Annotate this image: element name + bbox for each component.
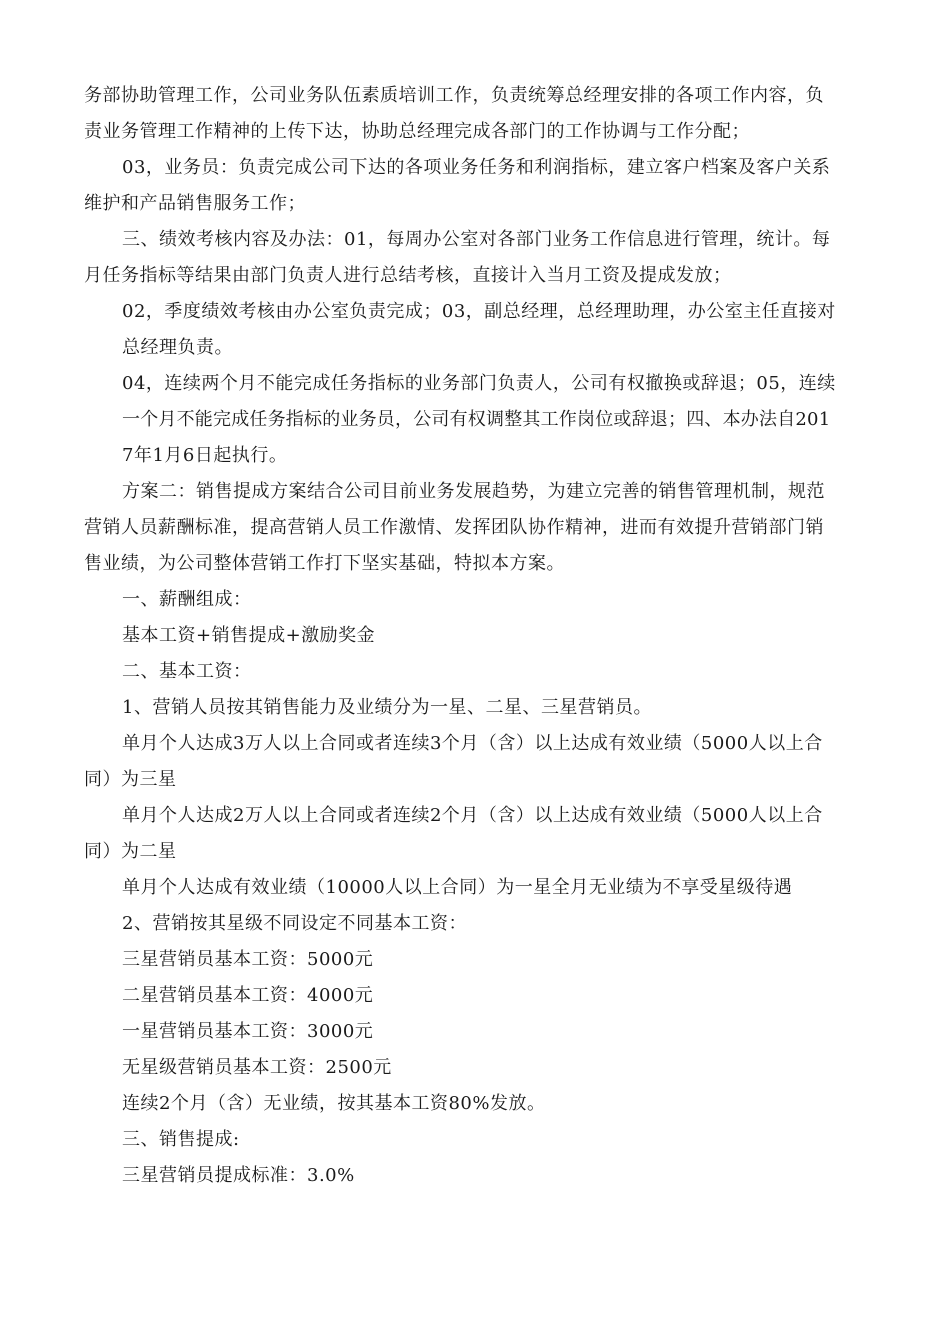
paragraph-line: 04，连续两个月不能完成任务指标的业务部门负责人，公司有权撤换或辞退；05，连续 <box>122 373 836 394</box>
paragraph-line: 营销人员薪酬标准，提高营销人员工作激情、发挥团队协作精神，进而有效提升营销部门销 <box>84 517 824 538</box>
paragraph-line: 同）为二星 <box>84 841 177 862</box>
section-heading: 三、销售提成: <box>122 1129 240 1150</box>
paragraph-line: 基本工资+销售提成+激励奖金 <box>122 625 376 646</box>
paragraph-line: 连续2个月（含）无业绩，按其基本工资80%发放。 <box>122 1093 546 1114</box>
paragraph-line: 售业绩，为公司整体营销工作打下坚实基础，特拟本方案。 <box>84 553 565 574</box>
paragraph-line: 一个月不能完成任务指标的业务员，公司有权调整其工作岗位或辞退；四、本办法自201 <box>122 409 831 430</box>
paragraph-line: 维护和产品销售服务工作； <box>84 193 306 214</box>
paragraph-line: 2、营销按其星级不同设定不同基本工资： <box>122 913 467 934</box>
paragraph-line: 02，季度绩效考核由办公室负责完成；03，副总经理，总经理助理，办公室主任直接对 <box>122 301 836 322</box>
paragraph-line: 三星营销员提成标准：3.0% <box>122 1165 355 1186</box>
paragraph-line: 同）为三星 <box>84 769 177 790</box>
paragraph-line: 03，业务员：负责完成公司下达的各项业务任务和利润指标，建立客户档案及客户关系 <box>122 157 831 178</box>
paragraph-line: 总经理负责。 <box>122 337 233 358</box>
salary-line: 二星营销员基本工资：4000元 <box>122 985 374 1006</box>
paragraph-line: 单月个人达成有效业绩（10000人以上合同）为一星全月无业绩为不享受星级待遇 <box>122 877 793 898</box>
paragraph-line: 方案二：销售提成方案结合公司目前业务发展趋势，为建立完善的销售管理机制，规范 <box>122 481 825 502</box>
paragraph-line: 7年1月6日起执行。 <box>122 445 288 466</box>
paragraph-line: 1、营销人员按其销售能力及业绩分为一星、二星、三星营销员。 <box>122 697 652 718</box>
paragraph-line: 月任务指标等结果由部门负责人进行总结考核，直接计入当月工资及提成发放； <box>84 265 732 286</box>
section-heading: 一、薪酬组成： <box>122 589 252 610</box>
salary-line: 一星营销员基本工资：3000元 <box>122 1021 374 1042</box>
salary-line: 三星营销员基本工资：5000元 <box>122 949 374 970</box>
paragraph-line: 务部协助管理工作，公司业务队伍素质培训工作，负责统筹总经理安排的各项工作内容，负 <box>84 85 824 106</box>
section-heading: 二、基本工资： <box>122 661 252 682</box>
paragraph-line: 责业务管理工作精神的上传下达，协助总经理完成各部门的工作协调与工作分配； <box>84 121 750 142</box>
paragraph-line: 单月个人达成2万人以上合同或者连续2个月（含）以上达成有效业绩（5000人以上合 <box>122 805 823 826</box>
salary-line: 无星级营销员基本工资：2500元 <box>122 1057 392 1078</box>
section-heading: 三、绩效考核内容及办法：01，每周办公室对各部门业务工作信息进行管理，统计。每 <box>122 229 831 250</box>
document-page <box>84 78 866 1194</box>
paragraph-line: 单月个人达成3万人以上合同或者连续3个月（含）以上达成有效业绩（5000人以上合 <box>122 733 823 754</box>
